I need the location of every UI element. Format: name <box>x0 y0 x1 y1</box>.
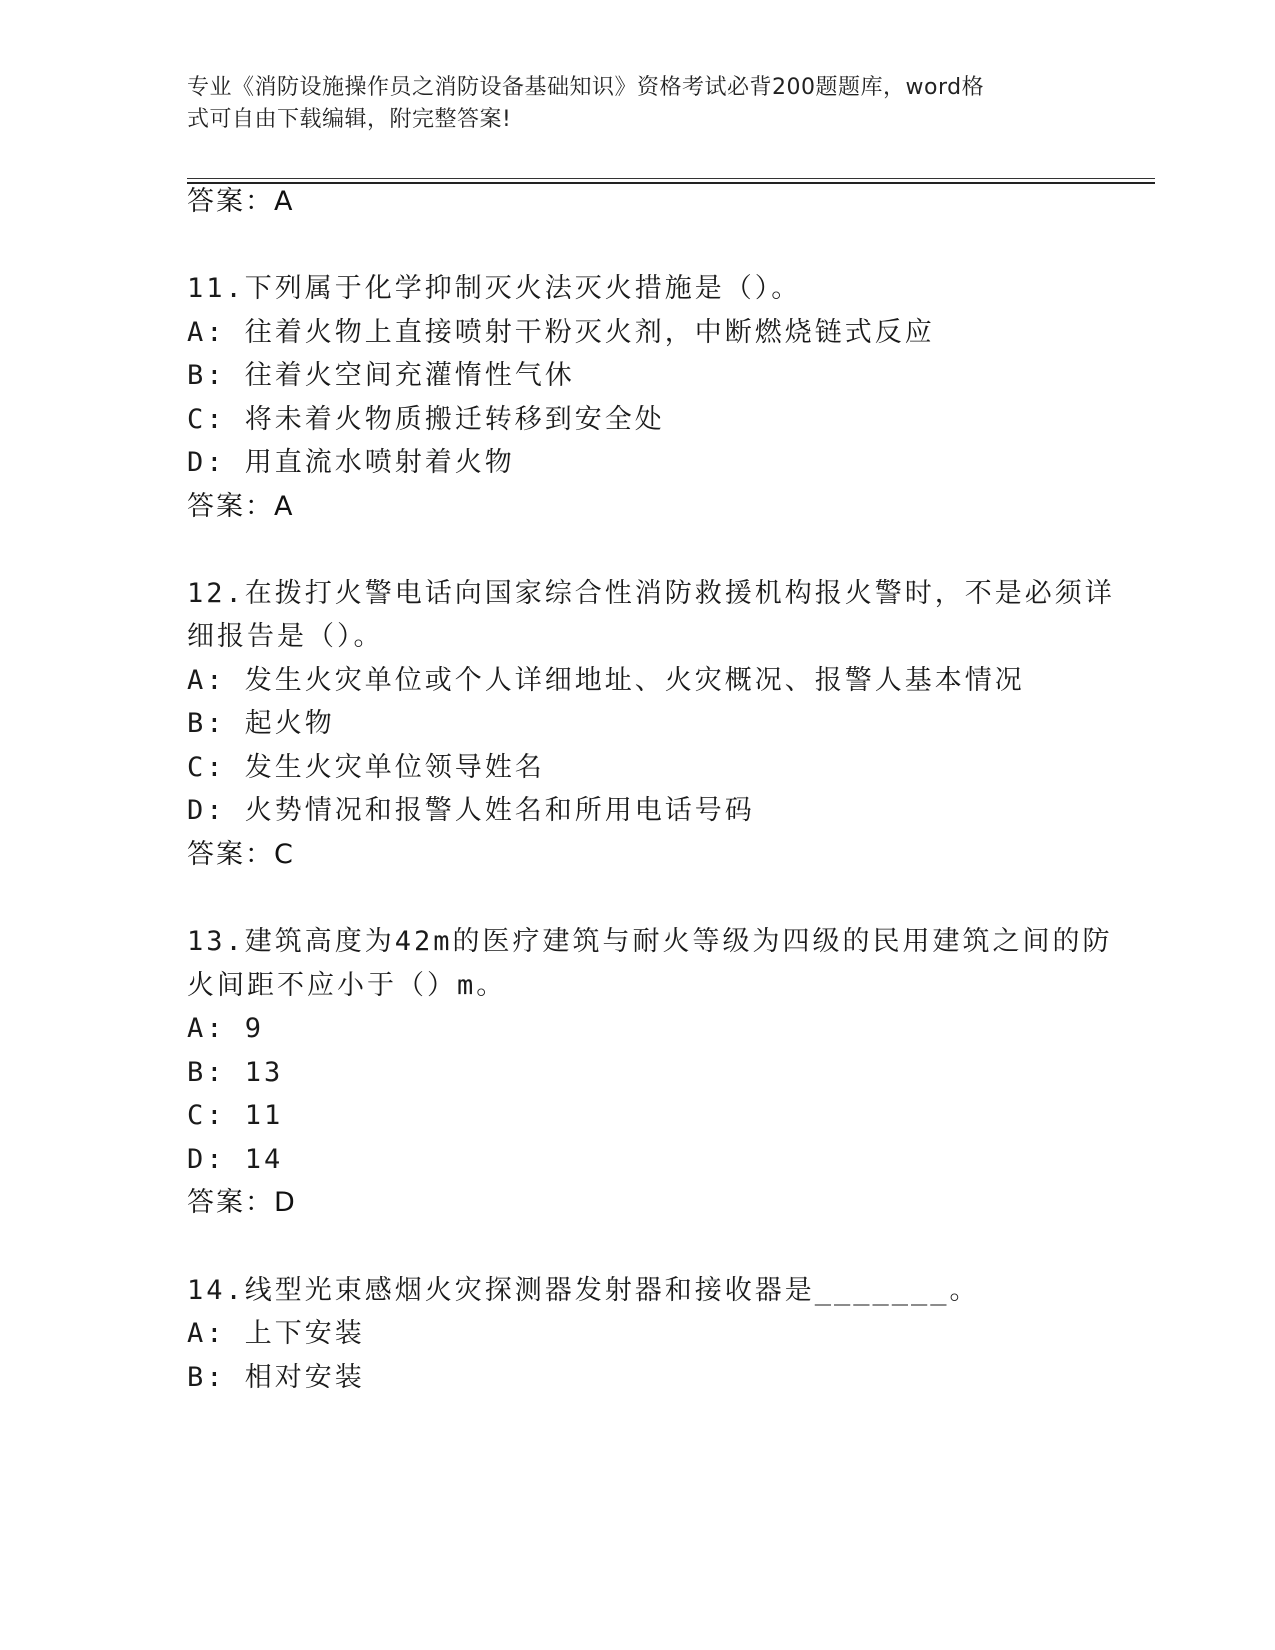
question-14-option-a: A: 上下安装 <box>187 1318 365 1349</box>
header-line-2: 式可自由下载编辑，附完整答案! <box>187 107 512 132</box>
question-12-option-c: C: 发生火灾单位领导姓名 <box>187 752 545 783</box>
question-12-stem-line-2: 细报告是（）。 <box>187 621 384 652</box>
question-13-stem-line-1: 13.建筑高度为42m的医疗建筑与耐火等级为四级的民用建筑之间的防 <box>187 926 1113 957</box>
question-13-option-b: B: 13 <box>187 1057 284 1088</box>
answer-label: 答案： <box>187 186 274 217</box>
question-12-answer <box>187 838 294 872</box>
previous-answer <box>187 185 293 219</box>
question-12-option-d: D: 火势情况和报警人姓名和所用电话号码 <box>187 795 755 826</box>
header-divider-thick <box>187 182 1155 184</box>
document-header <box>187 72 1067 136</box>
question-13-stem-line-2: 火间距不应小于（）m。 <box>187 970 507 1001</box>
question-11-option-c: C: 将未着火物质搬迁转移到安全处 <box>187 404 665 435</box>
answer-label: 答案： <box>187 839 274 870</box>
question-13-option-a: A: 9 <box>187 1013 265 1044</box>
question-12-option-b: B: 起火物 <box>187 708 335 739</box>
answer-label: 答案： <box>187 491 274 522</box>
header-divider-thin <box>187 178 1155 179</box>
answer-value: A <box>274 186 294 217</box>
answer-label: 答案： <box>187 1187 274 1218</box>
question-11-option-b: B: 往着火空间充灌惰性气休 <box>187 360 575 391</box>
question-11-option-d: D: 用直流水喷射着火物 <box>187 447 515 478</box>
answer-value: C <box>274 839 294 870</box>
question-13-answer <box>187 1186 296 1220</box>
question-13-option-c: C: 11 <box>187 1100 284 1131</box>
header-line-1: 专业《消防设施操作员之消防设备基础知识》资格考试必背200题题库，word格 <box>187 75 985 100</box>
question-11-answer <box>187 490 293 524</box>
question-14-stem: 14.线型光束感烟火灾探测器发射器和接收器是_______。 <box>187 1275 980 1306</box>
question-13-option-d: D: 14 <box>187 1144 284 1175</box>
question-14-option-b: B: 相对安装 <box>187 1362 365 1393</box>
answer-value: A <box>274 491 294 522</box>
question-12-option-a: A: 发生火灾单位或个人详细地址、火灾概况、报警人基本情况 <box>187 665 1025 696</box>
answer-value: D <box>274 1187 296 1218</box>
question-11-option-a: A: 往着火物上直接喷射干粉灭火剂，中断燃烧链式反应 <box>187 317 935 348</box>
question-11-stem: 11.下列属于化学抑制灭火法灭火措施是（）。 <box>187 273 802 304</box>
question-12-stem-line-1: 12.在拨打火警电话向国家综合性消防救援机构报火警时，不是必须详 <box>187 578 1115 609</box>
